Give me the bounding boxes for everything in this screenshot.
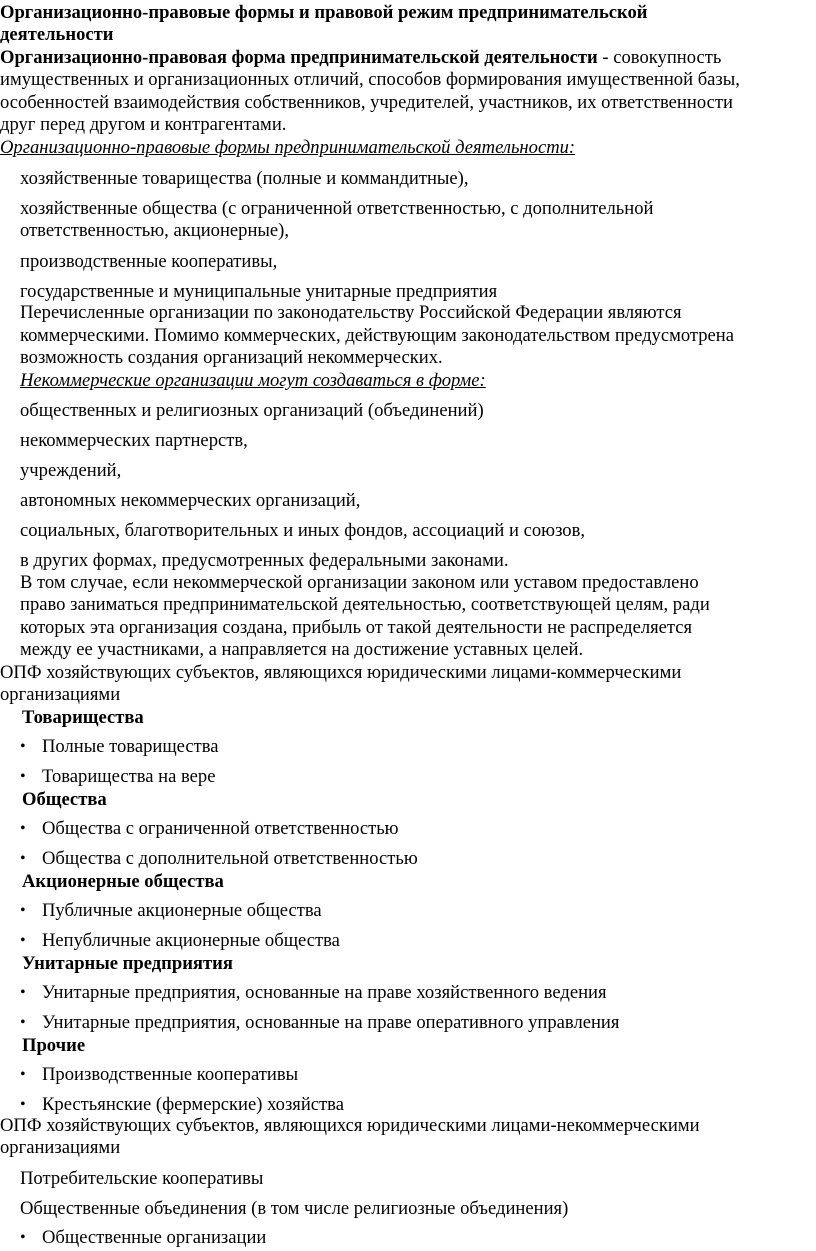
- definition-rest: - совокупность: [597, 47, 722, 68]
- group-title-other: Прочие: [22, 1035, 86, 1056]
- commercial-note-line-3: возможность создания организаций некоммерческих.: [20, 347, 443, 368]
- noncommercial-form-item: учреждений,: [20, 460, 122, 481]
- noncommercial-note-line-1: В том случае, если некоммерческой организации законом или уставом предоставлено: [20, 572, 699, 593]
- group-title-unitary: Унитарные предприятия: [22, 953, 233, 974]
- bullet-icon: •: [20, 1229, 26, 1246]
- commercial-note-line-2: коммерческими. Помимо коммерческих, действующим законодательством предусмотрена: [20, 325, 735, 346]
- bullet-icon: •: [20, 820, 26, 837]
- noncommercial-list-item: Общественные объединения (в том числе религиозные объединения): [20, 1198, 569, 1219]
- noncommercial-form-item: социальных, благотворительных и иных фондов, ассоциаций и союзов,: [20, 520, 586, 541]
- list-item: Общества с дополнительной ответственностью: [42, 848, 418, 869]
- noncommercial-form-item: автономных некоммерческих организаций,: [20, 490, 361, 511]
- page-title-line-2: деятельности: [0, 24, 114, 45]
- list-item: Крестьянские (фермерские) хозяйства: [42, 1094, 344, 1115]
- definition-line-3: особенностей взаимодействия собственников, учредителей, участников, их ответственности: [0, 92, 733, 113]
- list-item: Непубличные акционерные общества: [42, 930, 340, 951]
- commercial-form-item: хозяйственные товарищества (полные и коммандитные),: [20, 168, 469, 189]
- noncommercial-list-item: Потребительские кооперативы: [20, 1168, 264, 1189]
- list-item: Унитарные предприятия, основанные на праве хозяйственного ведения: [42, 982, 607, 1003]
- list-item: Публичные акционерные общества: [42, 900, 322, 921]
- commercial-form-item: государственные и муниципальные унитарные предприятия: [20, 281, 498, 302]
- list-item: Унитарные предприятия, основанные на праве оперативного управления: [42, 1012, 620, 1033]
- noncommercial-form-item: некоммерческих партнерств,: [20, 430, 248, 451]
- definition-term: Организационно-правовая форма предпринимательской деятельности: [0, 47, 598, 68]
- opf-noncommercial-heading-line-1: ОПФ хозяйствующих субъектов, являющихся юридическими лицами-некоммерческими: [0, 1115, 700, 1136]
- bullet-icon: •: [20, 738, 26, 755]
- noncommercial-note-line-2: право заниматься предпринимательской деятельностью, соответствующей целям, ради: [20, 594, 710, 615]
- bullet-icon: •: [20, 932, 26, 949]
- list-item: Производственные кооперативы: [42, 1064, 299, 1085]
- noncommercial-forms-heading: Некоммерческие организации могут создаваться в форме:: [20, 370, 486, 391]
- commercial-form-item-continued: ответственностью, акционерные),: [20, 220, 289, 241]
- definition-line-4: друг перед другом и контрагентами.: [0, 114, 287, 135]
- definition-line-1: [0, 47, 721, 69]
- bullet-icon: •: [20, 1096, 26, 1113]
- commercial-note-line-1: Перечисленные организации по законодательству Российской Федерации являются: [20, 302, 682, 323]
- noncommercial-note-line-4: между ее участниками, а направляется на достижение уставных целей.: [20, 639, 584, 660]
- commercial-form-item: хозяйственные общества (с ограниченной ответственностью, с дополнительной: [20, 198, 654, 219]
- list-item: Полные товарищества: [42, 736, 219, 757]
- commercial-forms-heading: Организационно-правовые формы предпринимательской деятельности:: [0, 137, 576, 158]
- noncommercial-form-item: в других формах, предусмотренных федеральными законами.: [20, 550, 509, 571]
- noncommercial-note-line-3: которых эта организация создана, прибыль от такой деятельности не распределяется: [20, 617, 693, 638]
- list-item: Общества с ограниченной ответственностью: [42, 818, 399, 839]
- opf-noncommercial-heading-line-2: организациями: [0, 1137, 121, 1158]
- group-title-partnerships: Товарищества: [22, 707, 144, 728]
- bullet-icon: •: [20, 984, 26, 1001]
- definition-line-2: имущественных и организационных отличий, способов формирования имущественной базы,: [0, 69, 740, 90]
- list-item: Товарищества на вере: [42, 766, 216, 787]
- group-title-companies: Общества: [22, 789, 107, 810]
- bullet-icon: •: [20, 1066, 26, 1083]
- noncommercial-form-item: общественных и религиозных организаций (объединений): [20, 400, 484, 421]
- bullet-icon: •: [20, 902, 26, 919]
- page-title-line-1: Организационно-правовые формы и правовой режим предпринимательской: [0, 2, 648, 23]
- bullet-icon: •: [20, 1014, 26, 1031]
- bullet-icon: •: [20, 768, 26, 785]
- opf-commercial-heading-line-2: организациями: [0, 684, 121, 705]
- group-title-joint-stock: Акционерные общества: [22, 871, 224, 892]
- opf-commercial-heading-line-1: ОПФ хозяйствующих субъектов, являющихся юридическими лицами-коммерческими: [0, 662, 682, 683]
- commercial-form-item: производственные кооперативы,: [20, 251, 278, 272]
- bullet-icon: •: [20, 850, 26, 867]
- noncommercial-list-item: Общественные организации: [42, 1227, 267, 1248]
